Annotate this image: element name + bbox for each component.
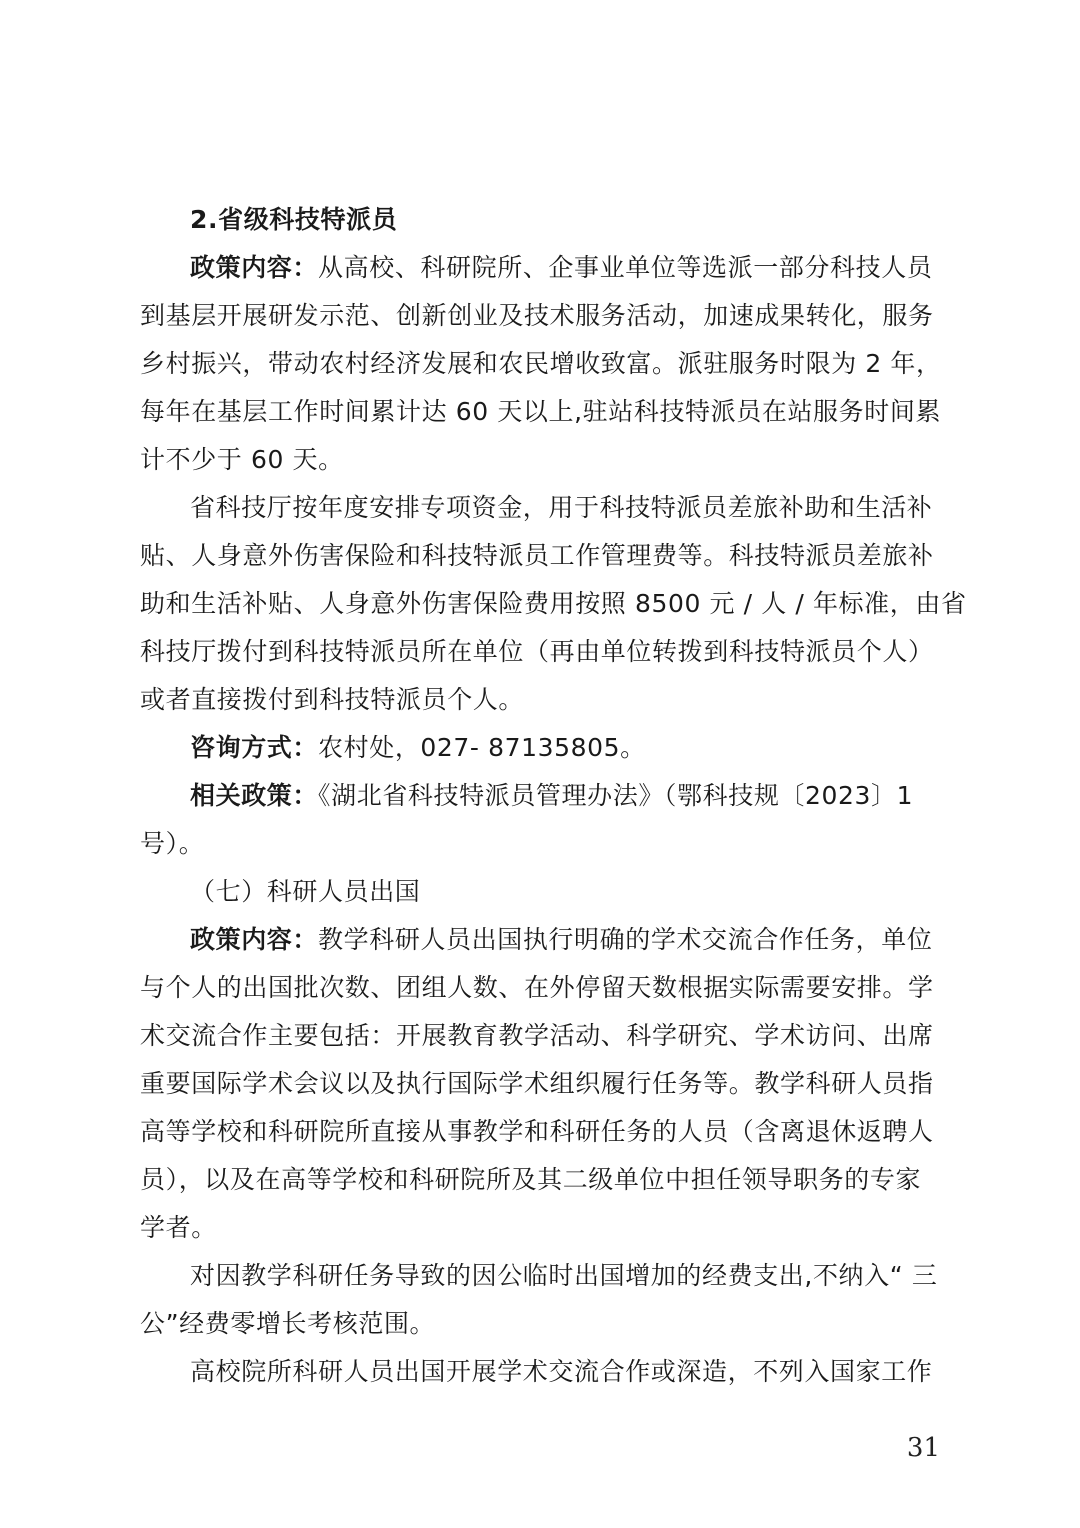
page-number: 31 (906, 1433, 940, 1463)
policy-paragraph-line: 每年在基层工作时间累计达 60 天以上,驻站科技特派员在站服务时间累 (140, 397, 942, 426)
policy-paragraph-line: 员），以及在高等学校和科研院所及其二级单位中担任领导职务的专家 (140, 1165, 922, 1194)
policy-paragraph-line (140, 244, 933, 292)
policy-paragraph-line: 到基层开展研发示范、创新创业及技术服务活动，加速成果转化，服务 (140, 301, 934, 330)
contact-text: 农村处，027- 87135805。 (318, 733, 646, 762)
policy-paragraph-line: 与个人的出国批次数、团组人数、在外停留天数根据实际需要安排。学 (140, 973, 934, 1002)
policy-text: 教学科研人员出国执行明确的学术交流合作任务，单位 (318, 925, 933, 954)
policy-paragraph-line: 重要国际学术会议以及执行国际学术组织履行任务等。教学科研人员指 (140, 1069, 934, 1098)
policy-paragraph-line: 计不少于 60 天。 (140, 445, 344, 474)
policy-label: 政策内容： (190, 253, 319, 282)
policy-paragraph-line: 术交流合作主要包括：开展教育教学活动、科学研究、学术访问、出席 (140, 1021, 934, 1050)
policy-paragraph-line: 乡村振兴，带动农村经济发展和农民增收致富。派驻服务时限为 2 年， (140, 349, 942, 378)
policy-label: 政策内容： (190, 925, 319, 954)
policy-paragraph-line: 学者。 (140, 1213, 217, 1242)
final-paragraph-line: 高校院所科研人员出国开展学术交流合作或深造，不列入国家工作 (190, 1357, 933, 1386)
funding-paragraph-line: 贴、人身意外伤害保险和科技特派员工作管理费等。科技特派员差旅补 (140, 541, 934, 570)
policy-paragraph-line: 高等学校和科研院所直接从事教学和科研任务的人员（含离退休返聘人 (140, 1117, 934, 1146)
contact-line (140, 724, 930, 772)
funding-paragraph-line: 或者直接拨付到科技特派员个人。 (140, 685, 525, 714)
expense-paragraph-line: 公”经费零增长考核范围。 (140, 1309, 436, 1338)
expense-paragraph-line: 对因教学科研任务导致的因公临时出国增加的经费支出,不纳入“ 三 (190, 1261, 938, 1290)
document-body (140, 196, 967, 1396)
funding-paragraph-line: 助和生活补贴、人身意外伤害保险费用按照 8500 元 / 人 / 年标准，由省 (140, 589, 967, 618)
funding-paragraph-line: 省科技厅按年度安排专项资金，用于科技特派员差旅补助和生活补 (190, 493, 933, 522)
funding-paragraph-line: 科技厅拨付到科技特派员所在单位（再由单位转拨到科技特派员个人） (140, 637, 934, 666)
section-title: 2.省级科技特派员 (190, 205, 398, 234)
contact-label: 咨询方式： (190, 733, 319, 762)
related-policy-text: 《湖北省科技特派员管理办法》（鄂科技规〔2023〕1 (318, 781, 914, 810)
related-policy-line: 号）。 (140, 829, 205, 858)
subsection-title: （七）科研人员出国 (190, 877, 421, 906)
related-policy-label: 相关政策： (190, 781, 319, 810)
policy-paragraph-line (140, 916, 933, 964)
policy-text: 从高校、科研院所、企事业单位等选派一部分科技人员 (318, 253, 933, 282)
related-policy-line (140, 772, 930, 820)
